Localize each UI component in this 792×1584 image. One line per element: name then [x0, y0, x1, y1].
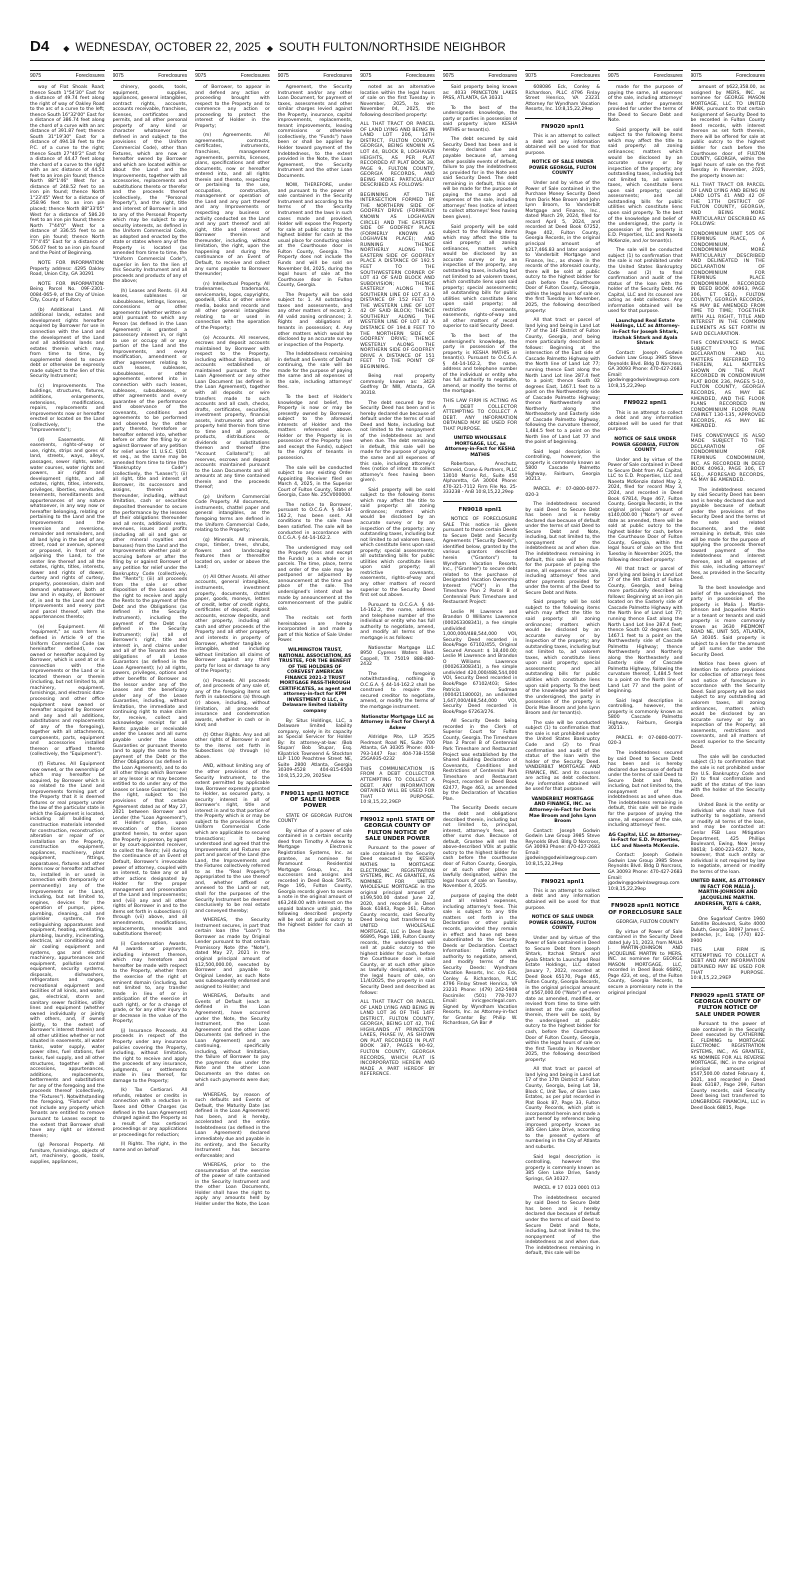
notice-column: [608, 70, 683, 1575]
notice-column: [278, 70, 353, 1575]
notice-column: [195, 70, 270, 1575]
notice-paragraph: All that tract or parcel of land lying and being in Land Lot 77 of the 14F District of Fulton County, Georgia, and being more particularly described as follows: Beginning at the intersection of the East side of Cascade Palmetto Highway with the North line of Land Lot 77; running thence East along the North Land Lot line 287.4 feet to a point; thence South 02 degrees East, 1467.1 feet to a point on the Northwesterly side of Cascade Palmetto Highway; thence Northwesterly and Northerly along the Northeasterly and Easterly side of Cascade Palmetto Highway, following the curvature thereof, 1,484.5 feet to a point on the North line of Land Lot 77 and the point of beginning.: [525, 318, 600, 446]
notice-paragraph: Contact: Joseph Godwin Godwin Law Group 3985 Steve Reynolds Blvd. Bldg D Norcross, GA 30093 Phone: 470-427-2683 Email: jgodwin@godwinlawgroup.com 10:8,15,22,29ep: [607, 350, 683, 389]
notice-paragraph: Said property will be sold subject to the following items which may affect the title to said property: all zoning ordinances; matters which would be disclosed by an accurate survey or by an inspection of the property; any outstanding taxes, including but not limited to ad valorem taxes, which constitute liens upon said property; special assessments; all outstanding bills for public utilities which constitute liens upon said property; all restrictive covenants, easements, rights-of-way and any other matters of record superior to the Security Deed first set out above.: [360, 487, 435, 599]
notice-paragraph: way of Flat Shoals Road; thence South 1°54'30" East for a distance of 49.74 feet along the right of way of Oakley Road to the arc of a curve to the left; thence South 16°32'00" East for a distance of 386.74 feet along the chord of a curve with an arc distance of 391.87 feet; thence South 31°19'30" East for a distance of 494.18 feet to the P.C. of a curve to the right; thence South 27°40'2" East for a distance of 44.47 feet along the chord of a curve to the right with an arc distance of 44.51 feet to an iron pin found; thence North 88°1'46" West for a distance of 248.52 feet to an iron pin found; thence North 1°23'45" West for a distance of 258.96 feet to an iron pin placed; thence North 88°33'05" West for a distance of 586.20 feet to an iron pin found; thence North 7°44'0" West for a distance of 336.55 feet to an iron pin found; thence North 77°4'45" East for a distance of 506.07 feet to an iron pin found and the Point of Beginning.: [30, 85, 105, 257]
notice-paragraph: To the best of the undersigneds knowledge, the party or parties in possession of said property is/are KESHA MATHIS or tenant(s).: [442, 105, 518, 133]
category-label: Foreclosures: [75, 73, 105, 79]
notice-paragraph: PARCEL #: 07-0800-0077-020-3: [525, 486, 600, 498]
legal-description: THIS CONVEYANCE IS ALSO MADE SUBJECT TO THE DECLARATION OF CONDOMINIUM FOR TERMINUS CONDOMINIUM, INC. AS RECORDED IN DEED BOOK 40963, PAGE 306, ET SEQ., AFORESAID RECORDS, AS MAY BE AMENDED.: [690, 433, 766, 484]
diamond-separator-icon: ◆: [63, 44, 70, 53]
legal-description: ALL THAT TRACT OR PARCEL OF LAND LYING AND BEING IN LAND LOT 36 OF THE 14FF DISTRICT, FULTON COUNTY, GEORGIA, BEING LOT 42, THE HIGHLANDS AT PRINCETON LAKES, PHASE IV, AS SHOWN ON PLAT RECORDED IN PLAT BOOK 387, PAGES 90-92, FULTON COUNTY, GEORGIA RECORDS, WHICH PLAT IS INCORPORATED HEREIN AND MADE A PART HEREOF BY REFERENCE.: [360, 1000, 435, 1078]
notice-paragraph: (r) All Other Assets. All other accounts, general intangibles, instruments, investment property, documents, chattel paper, goods, moneys, letters of credit, letter of credit rights, certificates of deposit, deposit accounts, escrow deposits, and other property, including all cash and other proceeds of the Property and all other property and interests in property of Borrower, whether tangible or intangible, and including without limitation all claims of Borrower against any third party for loss or damage to any of the Property;: [195, 574, 270, 675]
notice-paragraph: One Sugarloaf Centre 1960 Satellite Boulevard, Suite 4000 Duluth, Georgia 30097 James C. Joedecke, Jr., Esq. (770) 822-0900: [690, 916, 766, 944]
category-code: 9075: [277, 73, 289, 79]
notice-paragraph: The recitals set forth hereinabove are hereby incorporated in and made a part of this Notice of Sale Under Power.: [277, 616, 353, 644]
column-body: [360, 85, 435, 1078]
notice-column: [30, 70, 105, 1575]
notice-paragraph: WHEREAS, prior to the consummation of the exercise of the power of sale contained in the Security Instrument and the other Loan Documents, Holder shall have the right to apply any amounts held by Holder under the Note, the Loan: [195, 1163, 270, 1207]
category-label: Foreclosures: [571, 73, 600, 79]
column-body: [278, 85, 353, 934]
column-header: [278, 70, 353, 81]
notice-paragraph: By: Situs Holdings, LLC, a Delaware limited liability company, solely in its capacity as Special Servicer for Holder By: its attorney-at-law: /Bob Stupar/ Bob Stupar, Esq. Kilpatrick Townsend & Stockton LLP 1100 Peachtree Street NE, Suite 2800 Atlanta, Georgia 30309-4528 404-815-6500 10:8,15,22,29, 2025kw: [277, 718, 353, 779]
notice-heading: FN9028 spnl1 NOTICE OF FORECLOSURE SALE: [608, 903, 683, 916]
notice-paragraph: Pursuant to the power of sale contained in the Security Deed executed by KESHA MATHIS to MORTGAGE ELECTRONIC REGISTRATION SYSTEMS, INC. AS GRANTEE, AS NOMINEE FOR UNITED WHOLESALE MORTGAGE in the original principal amount of $199,500.00 dated June 22, 2020, and recorded in Deed Book 61843, Page 161, Fulton County records, said Security Deed being last transferred to UNITED WHOLESALE MORTGAGE, LLC in Deed Book 66895, Page 188, Fulton County records, the undersigned will sell at public outcry to the highest bidder for cash, before the Courthouse door in said County, or at such other place as lawfully designated, within the legal hours of sale, on 11/4/2025, the property in said Security Deed and described as follows:: [360, 846, 435, 996]
column-header: [360, 70, 435, 81]
notice-paragraph: Pursuant to O.C.G.A. § 44-14-162.2, the name, address and telephone number of the individual or entity who has full authority to negotiate, amend, and modify all terms of the mortgage is as follows:: [360, 602, 435, 641]
notice-paragraph: This is an attempt to collect a debt and any information obtained will be used for that purpose.: [525, 134, 600, 156]
notice-paragraph: Nationstar Mortgage LLC 8950 Cypress Waters Blvd. Coppell, TX 75019 888-480-2432: [360, 645, 435, 668]
notice-paragraph: Said property will be sold subject to the following items which may affect the title to said property: all zoning ordinances; matters which would be disclosed by an accurate survey or by inspection of the property; any outstanding taxes, including but not limited to, ad valorem taxes, which constitute liens upon said property; special assessments; and all outstanding bills for public utilities which constitute liens upon said property. To the best of the knowledge and belief of the undersigned, the party in possession of the property is E.D. Properties, LLC and Naeeta McKenzie, and /or tenant(s).: [607, 127, 683, 244]
notice-column: [525, 70, 600, 1575]
category-code: 9075: [112, 73, 124, 79]
column-header: [113, 70, 188, 81]
notice-divider: [608, 394, 683, 395]
notice-paragraph: Robertson, Anschutz, Schneid, Crane & Partners, PLLC 13010 Morris Rd., Suite 450 Alpharetta, GA 30004 Phone: 470-321-7112 Firm File No. 25-333238 - AnB 10:8,15,22,29ep: [442, 462, 518, 496]
page-masthead: [30, 38, 765, 61]
notice-paragraph: WHEREAS, Defaults and Events of Default (each as defined in the Loan Agreement), have occurred under the Note, the Security Instrument, the Loan Agreement and the other Loan Documents (as defined in the Loan Agreement) and are continuing, specifically including, without limitation, the failure of Borrower to pay the payments due under the Note and the other Loan Documents on the dates on which such payments were due; and: [195, 994, 270, 1089]
notice-signature: UNITED BANK, AS ATTORNEY IN FACT FOR MALIA J. MARTIN-JOHNSON AND JACQUELINE MARTIN. ANDERSEN, TATE & CARR, P.C.: [690, 879, 766, 913]
column-header: [443, 70, 518, 81]
notice-paragraph: To the best of the undersigned's knowledge, the party in possession of the property is KESHA MATHIS or tenant(s). Pursuant to O.C.G.A. § 44-14-162.2, the name, address and telephone number of the individual or entity who has full authority to negotiate, amend, or modify the terms of the mortgage.: [442, 333, 518, 395]
notice-column: [113, 70, 188, 1575]
legal-description: ALL THAT TRACT OR PARCEL OF LAND LYING AND BEING IN LAND LOT 206, 14TH DISTRICT, FULTON COUNTY, GEORGIA, BEING KNOWN AS LOT 44, BLOCK B, LOGHAVEN HEIGHTS, AS PER PLAT RECORDED AT PLAT BOOK 38, PAGE 9, FULTON COUNTY, GEORGIA RECORDS, AND BEING MORE PARTICULARLY DESCRIBED AS FOLLOWS:: [360, 122, 435, 189]
category-label: Foreclosures: [323, 73, 353, 79]
notice-paragraph: All that tract or parcel of land lying and being in Land Lot 27 of the 9th District of Fulton County, Georgia, and being more particularly described as follows: Beginning at an iron pin located on the Easterly side of Cascade Palmetto Highway with the North line of Land Lot 77; running thence East along the North Land Lot line 287.4 feet; thence South 02 degrees East, 1467.1 feet to a point on the Northwesterly side of Cascade Palmetto Highway; thence Northwesterly and Northerly along the Northeasterly and Easterly side of Cascade Palmetto Highway, following the curvature thereof, 1,484.5 feet to a point on the North line of Land Lot 77 and the point of beginning.: [607, 567, 683, 695]
notice-paragraph: The sale will be conducted subject (1) to confirmation that the sale is not prohibited under the U.S. Bankruptcy Code and (2) to final confirmation and audit of the status of the loan with the holder of the Security Deed.: [690, 754, 766, 799]
notice-heading: FN9029 spnl1 STATE OF GEORGIA COUNTY OF FULTON NOTICE OF SALE UNDER POWER: [690, 992, 766, 1018]
notice-paragraph: The debt secured by said Security Deed has been and is hereby declared due and payable because of, among other possible events of default, failure to pay the indebtedness as provided for in the Note and said Security Deed. The debt remaining in default, this sale will be made for the purpose of paying the same and all expenses of the sale, including attorneys' fees (notice of intent to collect attorneys' fees having been given).: [442, 137, 518, 221]
notice-heading: FN9012 spnl1 STATE OF GEORGIA COUNTY OF FULTON NOTICE OF SALE UNDER POWER: [360, 816, 435, 842]
notice-paragraph: All that tract or parcel of land lying and being in Land Lot 17 of the 17th District of Fulton County, Georgia, being Lot 18, Block C, Unit Two, of Glen Lake Estates, as per plat recorded in Plat Book 87, Page 33, Fulton County Records, which plat is incorporated herein and made a part hereof by reference; being improved property known as 385 Glen Lake Drive, according to the present system of numbering in the City of Atlanta and suburbs.: [525, 1067, 600, 1150]
notice-paragraph: The debt secured by the Security Deed has been and is hereby declared due because of default under the terms of said Deed and Note, including but not limited to the nonpayment of the indebtedness as and when due. The debt remaining in default, this sale will be made for the purpose of paying the same and all expenses of this sale, including attorney's fees (notice of intent to collect attorney's fees having been given).: [360, 400, 435, 484]
notice-paragraph: To the best of Holder's knowledge and belief, the Property is now or may be presently owned by Borrower, subject to the aforesaid interests of Holder and the matters referenced above. Holder or the Property is in possession of the Property (see and except the Funds), subject to the rights of tenants in possession.: [277, 394, 353, 461]
notice-signature: VANDERBILT MORTGAGE AND FINANCE, INC. as Attorney-in-Fact for Doris Mae Broom and John Lynn Broom: [529, 796, 597, 825]
notice-paragraph: All Security Deeds being recorded in the Clerk of Superior Court for Fulton County, Georgia. The Timeshare Plan 2 Parcel B of Centennial Park Timeshare and Restaurant Project was established by the Shared Building Declaration of Covenants, Conditions and Restrictions of Centennial Park Timeshare and Restaurant Project, recorded in Deed Book 62477, Page 463, as amended by the Declaration of Vacation Plan.: [442, 719, 518, 802]
notice-paragraph: purpose of paying the debt and all related expenses, including attorney's fees. This sale is subject to any title matters set forth in the Declaration or other public records, provided they remain in effect and have not been subordinated to the Security Deeds or Declaration. Contact Information: Entity with authority to negotiate, amend, and modify terms of the Security Deeds: Wyndham Vacation Resorts, Inc. c/o Eck, Conley & Richardson, PLLC 4796 Finlay Street Henrico, VA 23231 Phone: (479) 242-5908 Facsimile: (501) 778-7077 Email: inric@ecrlegal.com. Signed by Wyndham Vacation Resorts, Inc. as Attorney-in-fact for Grantor By: Philip W. Richardson, GA Bar #: [442, 893, 518, 1027]
notice-paragraph: (c) Improvements. The buildings, structures, fixtures, additions, enlargements, extensions, modifications, repairs, replacements and improvements now or hereafter erected or located on the Land (collectively, the "Improvements");: [30, 383, 105, 434]
section-title: SOUTH FULTON/NORTHSIDE NEIGHBOR: [279, 42, 506, 54]
notice-paragraph: NOTE FOR INFORMATION: Being Parcel No. 09F-2301-0084-065-9, of the City of Union City, County of Fulton;: [30, 281, 105, 304]
notice-heading: FN9011 spnl1 NOTICE OF SALE UNDER POWER: [280, 790, 350, 810]
category-label: Foreclosures: [405, 73, 435, 79]
notice-paragraph: Contact: Joseph Godwin Godwin Law Group 3985 Steve Reynolds Blvd. Bldg D Norcross, GA 30093 Phone: 470-427-2683 Email: jgodwin@godwinlawgroup.com 10:8,15,22,29ep: [607, 853, 683, 892]
column-header: [608, 70, 683, 81]
category-label: Foreclosures: [488, 73, 518, 79]
notice-paragraph: United Bank is the entity or individual who shall have full authority to negotiate, amend or modify all terms of the loan, and may be contacted at: Cenlar FSB Loss Mitigation Department, 425 Phillips Boulevard, Ewing, New Jersey 08618; 1-800-223-6527. Note, however, that such entity or individual is not required by law to negotiate, amend or modify the terms of the loan.: [690, 803, 766, 875]
legal-description: BEGINNING AT THE INTERSECTION FORMED BY THE NORTHERN SIDE OF GODFREY DRIVE (FORMERLY KNOWN AS LOGHAVEN CIRCLE) AND THE EASTERN SIDE OF GODFREY PLACE (FORMERLY KNOWN AS LOGHAVEN PLACE); AND RUNNING THENCE NORTHERLY ALONG THE EASTERN SIDE OF GODFREY PLACE A DISTANCE OF 192.5 FEET TO THE SOUTHWESTERN CORNER OF LOT 43 OF SAID BLOCK AND SUBDIVISION; THENCE EASTERLY ALONG THE SOUTHERN LINE OF LOT 43 A DISTANCE OF 152 FEET TO THE WESTERN LINE OF LOT 42 OF SAID BLOCK; THENCE SOUTHERLY ALONG THE WESTERN LINE OF LOT 42 A DISTANCE OF 194.8 FEET TO THE NORTHERN SIDE OF GODFREY DRIVE; THENCE WESTERLY ALONG THE NORTHERN SIDE OF GODFREY DRIVE A DISTANCE OF 151 FEET TO THE POINT OF BEGINNING.: [360, 192, 435, 370]
notice-column: [360, 70, 435, 1575]
column-header: [195, 70, 270, 81]
notice-paragraph: noted as an alternative location within the legal hours of sale on the first Tuesday in November, 2025, to wit: November 04, 2025, the following described property:: [360, 85, 435, 118]
notice-paragraph: By virtue of Power of Sale contained in the Security Deed dated July 11, 2023, from MALIA J. MARTIN-JOHNSON AND JACQUELINE MARTIN to MERS, INC. as nominee for GEORGE MASON MORTGAGE, LLC, recorded in Deed Book 66892, Page 423, et seq., of the Fulton County, Georgia Records, to secure a promissory note in the original principal: [607, 929, 683, 996]
column-body: [691, 85, 766, 1111]
notice-paragraph: Said property will be sold subject to the following items which may affect the title to said property: all zoning ordinances; matters which would be disclosed by an accurate survey or by inspection of the property; any outstanding taxes, including but not limited to, ad valorem taxes, which constitute liens upon said property; special assessments; and all outstanding bills for public utilities which constitute liens upon said property. To the best of the knowledge and belief of the undersigned, the party in possession of the property is Doris Mae Broom and John Lynn Broom and /or tenant(s).: [525, 600, 600, 717]
notice-paragraph: (e) Equipment. All "equipment," as such term is defined in Article 9 of the Uniform Commercial Code (as hereinafter defined), now owned or hereafter acquired by Borrower, which is used at or in connection with the Improvements or the Land or is located thereon or therein (including, but not limited to, all machinery, equipment, furnishings, and electronic data-processing and other office equipment now owned or hereafter acquired by Borrower and any and all additions, substitutions and replacements of any of the foregoing), together with all attachments, components, parts, equipment and accessories installed thereon or affixed thereto (collectively, the "Equipment").: [30, 624, 105, 758]
legal-description: THIS LAW FIRM IS ACTING AS A DEBT COLLECTOR ATTEMPTING TO COLLECT A DEBT. ANY INFORMATION OBTAINED MAY BE USED FOR THAT PURPOSE.: [442, 398, 518, 432]
notice-paragraph: Said legal description is controlling, however the property is commonly known as 385 Glen Lake Drive, Sandy Springs, GA 30327.: [525, 1154, 600, 1182]
notice-paragraph: NOW, THEREFORE, under and pursuant to the power of sale contained in the Security Instrument and according to the terms of the Security Instrument and the laws in such cases made and provided, Holder will expose the Property for sale at public outcry to the highest bidder for cash at the usual place for conducting sales at the Courthouse door in Fulton County, Georgia. The Property does not include the Funds and will be sold on November 04, 2025, during the legal hours of sale at the Courthouse door in Fulton County, Georgia.: [277, 183, 353, 289]
notice-signature: UNITED WHOLESALE MORTGAGE, LLC, as Attorney-in-Fact for KESHA MATHIS: [444, 436, 516, 458]
legal-description: ALL THAT TRACT OR PARCEL OF LAND LYING AND BEING IN LAND LOTS 41 AND 42 OF THE 17TH DISTRICT OF FULTON COUNTY, GEORGIA, AND BEING MORE PARTICULARLY DESCRIBED AS FOLLOWS:: [690, 183, 766, 228]
column-header: [30, 70, 105, 81]
notice-paragraph: The indebtedness secured by said Deed to Secure Debt has been and is hereby declared due because of default under the terms of said Deed to Secure Debt and Note, including, but not limited to, the nonpayment of the indebtedness as and when due. The indebtedness remaining in default, this sale will be made for the purpose of paying the same, all expenses of the sale, including attorneys' fees and other payments provided for under the terms of the Deed to Secure Debt and Note.: [525, 502, 600, 596]
category-code: 9075: [690, 73, 702, 79]
notice-paragraph: The Property will be sold subject to: 1. All outstanding taxes and assessments, and any other matters of record; 2. All valid zoning ordinances; 3. Rights and obligations of tenants in possession; 4. Any other matters which would be disclosed by an accurate survey or inspection of the Property.: [277, 292, 353, 348]
legal-description: THIS COMMUNICATION IS FROM A DEBT COLLECTOR ATTEMPTING TO COLLECT A DEBT. ANY INFORMATION OBTAINED WILL BE USED FOR THAT PURPOSE. 10:8,15,22,29EP: [360, 766, 435, 806]
notice-divider: [525, 118, 600, 119]
notice-paragraph: NOTICE OF FORECLOSURE SALE This notice is given pursuant to those certain Deeds to Secure Debt and Security Agreements ("Security Deeds"), identified below, granted by the various grantors described herein ("Grantors") to Wyndham Vacation Resorts, Inc., ("Grantee") to secure debt related to the purchase of Designated Vacation Ownership Interest ("VOI") in the Timeshare Plan 2 Parcel B of Centennial Park Timeshare and Restaurant Project:: [442, 517, 518, 606]
notice-paragraph: (i) Condemnation Awards. All awards or payments, including interest thereon, which may heretofore and hereafter be made with respect to the Property, whether from the exercise of the right of eminent domain (including, but not limited to, any transfer made in lieu of or in anticipation of the exercise of such right), or for a change of grade, or for any other injury to or decrease in the value of the Property;: [112, 941, 188, 1025]
notice-paragraph: (n) Intellectual Property. All tradenames, trademarks, servicemarks, logos, copyrights, goodwill, URLs or other online media, books and records and all other general intangibles relating to or used in connection with the operation of the Property;: [195, 281, 270, 331]
notice-paragraph: (h) Leases and Rents. (i) All leases, subleases or subsubleases, lettings, licenses, concessions or other agreements (whether written or oral) pursuant to which any Person (as defined in the Loan Agreement) is granted a possessory interest in, or right to use or occupy all or any portion of the Land and the Improvements, and every modification, amendment or other agreement relating to such leases, subleases, subsubleases, or other agreements entered into in connection with such leases, subleases, subsubleases, or other agreements and every guarantee of the performance and observance of the covenants, conditions and agreements to be performed and observed by the other party thereto, heretofore or hereafter entered into, whether before or after the filing by or against Borrower of any petition for relief under 11 U.S.C. §101 et seq., as the same may be amended from time to time (the "Bankruptcy Code") (collectively, the "Leases"); (ii) all right, title and interest of Borrower, its successors and assigns, therein and thereunder, including, without limitation, cash or securities deposited thereunder to secure the performance by the lessees of their obligations thereunder and all rents, additional rents, revenues, issues and profits (including all oil and gas or other mineral royalties and bonuses) from the Land and the Improvements whether paid or accruing before or after the filing by or against Borrower of any petition for relief under the Bankruptcy Code (collectively, the "Rents"); (iii) all proceeds from the sale or other disposition of the Leases and the right to receive and apply the Rents to the payment of the Debt and the Obligations (as defined in the Security Instrument), including the payment of the Debt (as defined in the Security Instrument); (iv) all of Borrower's right, title and interest in, and claims under and all of the Tenants and the obligations of all Lease Guarantors (as defined in the Loan Agreement); (v) all rights, powers, privileges, options and other benefits of Borrower as the lessor under any of the Leases and the beneficiary under any of the Lease Guaranties, including, without limitation, the immediate and continuing right to make claim for, receive, collect and acknowledge receipt for all Rents payable or receivable under the Leases and all sums payable under the Lease Guaranties or pursuant thereto (and to apply the same to the payment of the Debt or the Other Obligations (as defined in the Loan Agreement), and to do all other things which Borrower or any lessor is or may become entitled to do under any of the Leases or Lease Guaranties; (vi) the right, subject to the provisions of that certain Agreement dated as of May 27, 2021 between Borrower and Lender (the "Loan Agreement"), at Holder's option, upon revocation of the license granted herein, to enter upon the Property in person, by agent or by court-appointed receiver, to collect the Rents; (vii) during the continuance of an Event of Default, Borrower's irrevocable power of attorney, coupled with an interest, to take any or all other actions designated by Holder for the proper management and preservation of the Land and Improvements; and (viii) any and all other rights of Borrower in and to the items set forth in subsections (i) through (vii) above, and all amendments, modifications, replacements, renewals and substitutions thereof;: [112, 288, 188, 938]
notice-paragraph: Agreement, the Security Instrument and/or any other Loan Document, for payment of taxes, assessments and other similar charges levied against the Property, insurance, capital improvements, replacements, tenant improvements, leasing commissions or otherwise (collectively, the "Funds") have been or shall be applied by Holder toward payment of the Indebtedness, to the extent provided in the Note, the Loan Agreement, the Security Instrument and the other Loan Documents.: [277, 85, 353, 179]
category-code: 9075: [607, 73, 620, 79]
notice-paragraph: The Security Deeds secure the debt and obligations described therein, including but not limited to, principal, interest, attorney's fees, and other sums due. Because of default, Grantee will sell the above-described VOIs at public outcry to the highest bidder for cash before the courthouse door of Fulton County, Georgia, or at such other place as lawfully designated, within the legal hours of sale on Tuesday, November 4, 2025.: [442, 806, 518, 890]
classified-columns: [30, 70, 765, 1575]
notice-column: [443, 70, 518, 1575]
column-body: [30, 85, 105, 1165]
notice-paragraph: (j) Insurance Proceeds. All proceeds in respect of the Property under any insurance policies covering the Property, including, without limitation, the right to receive and apply the proceeds of any insurance, judgments, or settlements made in lieu thereof, for damage to the Property;: [112, 1028, 188, 1084]
notice-paragraph: of Borrower, to appear in and defend any action or proceeding brought with respect to the Property and to commence any action or proceeding to protect the interest of Holder in the Property;: [195, 85, 270, 129]
page-number: D4: [30, 38, 50, 55]
notice-paragraph: (k) Tax Certiorari. All refunds, rebates or credits in connection with a reduction in Taxes and Other Charges (as defined in the Loan Agreement) charged against the Property as a result of tax certiorari proceedings or any applications or proceedings for reduction;: [112, 1088, 188, 1138]
notice-paragraph: amount of $622,358.00, as assigned by MERS, INC. as nominee for GEORGE MASON MORTGAGE, LLC TO UNITED BANK, pursuant to that certain Assignment of Security Deed to be recorded in Fulton County deed records, with interest thereon as set forth therein, there will be offered for sale at public outcry to the highest bidder for cash before the Courthouse door of FULTON COUNTY, GEORGIA, within the legal hours of sale on the first Tuesday in November, 2025, the property known as:: [690, 85, 766, 179]
notice-paragraph: This is an attempt to collect a debt and any information obtained will be used for that purpose.: [607, 410, 683, 433]
notice-paragraph: Pursuant to the power of sale contained in the Security Deed executed by CATHERINE E. FLEMING to MORTGAGE ELECTRONIC REGISTRATION SYSTEMS, INC., AS GRANTEE, AS NOMINEE FOR ALL REVERSE MORTGAGE, INC. in the original principal amount of $547,500.00 dated February 4, 2021, and recorded in Deed Book 63187, Page 299, Fulton County records, said Security Deed being last transferred to LONGBRIDGE FINANCIAL, LLC in Deed Book 68815, Page: [690, 1022, 766, 1111]
notice-signature: AG Capital, LLC as Attorney-in-Fact for E.D. Properties, LLC and Naeeta McKenzie.: [608, 832, 682, 849]
column-body: [608, 85, 683, 996]
legal-description: THIS LAW FIRM IS ATTEMPTING TO COLLECT A DEBT AND ANY INFORMATION OBTAINED MAY BE USED FOR THAT PURPOSE. 10:8,15,22,29EP: [690, 948, 766, 982]
diamond-separator-icon: ◆: [266, 44, 273, 53]
notice-paragraph: The Indebtedness remaining in default and Events of Default continuing, the sale will be made for the purpose of paying the same and all expenses of the sale, including attorneys' fees.: [277, 352, 353, 391]
notice-divider: [608, 897, 683, 898]
notice-paragraph: The sale will be conducted subject (1) to confirmation that the sale is not prohibited under the United States Bankruptcy Code and (2) to final confirmation and audit of the status of the loan with the holder of the Security Debt. AG Capital, LLC and its counsel are acting as debt collectors. Any information obtained will be used for that purpose.: [607, 248, 683, 315]
notice-signature: Nationstar Mortgage LLC as Attorney in Fact for Cheryl A Askew: [360, 714, 435, 731]
notice-paragraph: (g) Personal Property. All furniture, furnishings, objects of art, machinery, goods, tools, supplies, appliances,: [30, 1143, 105, 1165]
notice-heading: FN9021 spnl1: [541, 878, 585, 885]
notice-paragraph: Leslie M Lawrence and Brandon O Williams Lawrence (000263308341), a fee simple undivided 1,000,000/488,544,000 VOI, Security Deed recorded in Book/Page 67102/455, Original Secured Amount: $ 18,400.00; Leslie M Lawrence and Brandon O Williams Lawrence (000263308341), a fee simple undivided 420,000/488,544,000 VOI, Security Deed recorded in Book/Page 67102/403; Sides Patricia Sudman (000421180002), an undivided 1,647,000/488,544,000 VOI, Security Deed recorded in Book/Page 67263/276.: [442, 609, 518, 715]
notice-heading: FN9018 spnl1: [458, 506, 502, 513]
notice-paragraph: (s) Proceeds. All proceeds of, and proceeds of any sale of, any of the foregoing items set forth in subsections (a) through (r) above, including, without limitation, all proceeds of insurance and condemnation awards, whether in cash or in kind; and: [195, 678, 270, 729]
column-body: [525, 85, 600, 1257]
notice-paragraph: Said legal description is controlling, however, the property is commonly known as 5800 Cascade Palmetto Highway, Fairburn, Georgia 30213.: [607, 698, 683, 732]
column-body: [443, 85, 518, 1027]
category-code: 9075: [360, 73, 372, 79]
publication-date: WEDNESDAY, OCTOBER 22, 2025: [75, 42, 261, 54]
notice-column: [691, 70, 766, 1575]
notice-paragraph: (b) Additional Land. All additional lands, estates and development rights hereafter acquired by Borrower for use in connection with the Land and the development of the Land and all additional lands and estates therein which may, from time to time, by supplemental deed to secure debt or otherwise be expressly made subject to the lien of this Security Instrument;: [30, 307, 105, 380]
column-header: [691, 70, 766, 81]
notice-paragraph: chinery, goods, tools, equipment, supplies, appliances, general intangibles, contract rights, accounts, accounts receivable, franchises, licenses, certificates and permits, and all other personal property of any kind or character whatsoever (as defined in and subject to the provisions of the Uniform Commercial Code), other than Fixtures, which are now or hereafter owned by Borrower and which are located within or about the Land and the Improvements, together with all accessories, replacements and substitutions thereto or therefor and the proceeds thereof (collectively, the "Personal Property"), and the right, title and interest of Borrower in and to any of the Personal Property which may be subject to any security interests, as defined in the Uniform Commercial Code, as adopted and enacted by the state or states where any of the Property is located (as amended from time to time, the "Uniform Commercial Code"), superior in lien to the lien of this Security Instrument and all proceeds and products of any of the above;: [112, 85, 188, 285]
legal-description: CONDOMINIUM UNIT 505 OF TERMINUS PLACE, A CONDOMINIUM, A CONDOMINIUM MORE PARTICULARLY DESCRIBED AND DELINEATED IN THE DECLARATION OF CONDOMINIUM FOR TERMINUS PLACE CONDOMINIUM, RECORDED IN DEED BOOK 40963, PAGE 306, ET SEQ., FULTON COUNTY, GEORGIA RECORDS, AS MAY BE AMENDED FROM TIME TO TIME; TOGETHER WITH ALL RIGHT, TITLE AND INTEREST IN THE COMMON ELEMENTS AS SET FORTH IN SAID DECLARATION.: [690, 231, 766, 337]
notice-divider: [691, 987, 766, 988]
notice-paragraph: GEORGIA, FULTON COUNTY: [615, 919, 679, 925]
notice-paragraph: Said property will be sold subject to the following items which may affect the title to said property: all zoning ordinances, matters which would be disclosed by an accurate survey or by an inspection of the property, any outstanding taxes, including but not limited to ad valorem taxes, which constitute liens upon said property; special assessments; all outstanding bills for public utilities which constitute liens upon said property; all restrictive covenants, easements, rights-of-way and all other matters of record superior to said Security Deed.: [442, 224, 518, 330]
notice-paragraph: (l) Rights. The right, in the name and on behalf: [112, 1142, 188, 1153]
notice-paragraph: The indebtedness secured by said Security Deed has been and is hereby declared due and payable because of default under the provisions of the Security Deed and the terms of the note and related documents, and the debt remaining in default, this sale will be made for the purpose of applying the proceeds thereof toward payment of the indebtedness and interest thereon, and all expenses of this sale, including attorneys' fees, as provided in the Security Deed.: [690, 487, 766, 582]
column-body: [195, 85, 270, 1208]
category-label: Foreclosures: [240, 73, 270, 79]
notice-heading: FN9022 spnl1: [623, 400, 667, 407]
column-header: [525, 70, 600, 81]
column-body: [113, 85, 188, 1153]
notice-paragraph: Under and by virtue of the Power of Sale contained in Deed to Secure Debt from AG Capital, LLC to E.D. Properties, LLC and Naeeta McKenzie dated May 2, 2024, filed for record May 3, 2024, and recorded in Deed Book 67814, Page 467, Fulton County, Georgia Records, in the original principal amount of $140,000.00 ("Note") of even date as amended, there will be sold at public outcry to the highest bidder for cash, before the Courthouse Door of Fulton County, Georgia, within the legal hours of sale on the first Tuesday in November 2025, the following described property:: [607, 457, 683, 563]
notice-paragraph: Being real property commonly known as: 3423 Godfrey Dr NW, Atlanta, GA 30318.: [360, 374, 435, 396]
notice-paragraph: AND, without limiting any of the other provisions of the Security Instrument, to the extent permitted by applicable law, Borrower expressly granted to Holder, as secured party, a security interest in all of Borrower's right, title and interest in and to that portion of the Property which is or may be subject to the provisions of the Uniform Commercial Code which are applicable to secured transactions; it being understood and agreed that the Improvements and Fixtures are part and parcel of the Land (the Land, the Improvements and the Fixtures collectively referred to as the "Real Property") appropriated to the use thereof and, whether affixed or annexed to the Land or not, shall for the purposes of the Security Instrument be deemed conclusively to be real estate and conveyed thereby;: [195, 764, 270, 914]
notice-signature: NOTICE OF SALE UNDER POWER GEORGIA, FULTON COUNTY: [611, 437, 679, 454]
category-label: Foreclosures: [158, 73, 188, 79]
notice-paragraph: made for the purpose of paying the same, all expenses of the sale, including attorneys' fees and other payments provided for under the terms of the Deed to Secure Debt and Note.: [607, 85, 683, 124]
notice-paragraph: Notice has been given of intention to enforce provisions for collection of attorneys fees and notice of foreclosure in accordance with the Security Deed. Said property will be sold subject to any outstanding ad valorem taxes, all zoning ordinances, matters which would be disclosed by an accurate survey or by an inspection of the Property; all easements, restrictions and covenants, and all matters of record superior to the Security Deed.: [690, 662, 766, 751]
notice-paragraph: By virtue of a power of sale contained in a certain security deed from Timothy A Askew to Mortgage Electronic Registration Systems, Inc. as grantee, as nominee for Paramount Residential Mortgage Group, Inc., its successors and assigns and recorded in Deed Book 59475, Page 195, Fulton County, Georgia records given to secure a note in the original amount of $63,248.00 with interest on the unpaid balance until paid, the following described property will be sold at public outcry to the highest bidder for cash at the: [277, 828, 353, 934]
notice-paragraph: 608086 Eck, Conley & Richardson, PLLC 4796 Finlay Street Henrico, VA 23231 Attorney for Wyndham Vacation Resorts, Inc. 10:8,15,22,29ep: [525, 85, 600, 113]
notice-signature: NOTICE OF SALE UNDER POWER GEORGIA, FULTON COUNTY: [528, 160, 597, 177]
notice-heading: FN9020 spnl1: [541, 123, 585, 130]
notice-paragraph: The sale will be conducted subject (1) to confirmation that the sale is not prohibited under the United States Bankruptcy Code and (2) to final confirmation and audit of the status of the loan with the holder of the Security Deed. VANDERBILT MORTGAGE AND FINANCE, INC. and its counsel are acting as debt collectors. Any information obtained will be used for that purpose.: [525, 720, 600, 793]
notice-paragraph: (m) Agreements. All agreements, contracts, certificates, instruments, franchises, management agreements, permits, licenses, plans, specifications and other documents, now or hereafter entered into, and all rights therein and thereto, respecting or pertaining to the use, occupation, construction, management or operation of the Land and any part thereof and any Improvements or respecting any business or activity conducted on the Land and any part thereof and all right, title and interest of Borrower therein and thereunder, including, without limitation, the right, upon the happening and during the continuance of an Event of Default, to receive and collect any sums payable to Borrower thereunder;: [195, 133, 270, 278]
notice-signature: WILMINGTON TRUST, NATIONAL ASSOCIATION, AS TRUSTEE, FOR THE BENEFIT OF THE HOLDERS OF COREVEST AMERICAN FINANCE 2021-2 TRUST MORTGAGE PASS-THROUGH CERTIFICATES, as agent and attorney-in-fact for KPM INVESTMENT O LLC, a Delaware limited liability company: [278, 647, 352, 714]
notice-paragraph: NOTE FOR INFORMATION: Property address: 4295 Oakley Road, Union City, GA 30291: [30, 260, 105, 278]
notice-paragraph: Under and by virtue of the Power of Sale contained in Deed to Secure Debt from Joseph Shtark, Itzchak Shtark and Ayala Shtark to Launchpad Real Estate Holdings, LLC dated January 7, 2022, recorded at Deed Book 65170, Page 465, Fulton County, Georgia Records, in the original principal amount of $567,000.00 ("Note") of even date as amended, modified, or revised from time to time with interest at the rate specified therein, there will be sold, by the undersigned at public outcry to the highest bidder for cash, before the Courthouse Door of Fulton County, Georgia, within the legal hours of sale on the first Tuesday in November 2025, the following described property:: [525, 935, 600, 1063]
notice-paragraph: Under and by virtue of the Power of Sale contained in the Purchase Money Security Deed from Doris Mae Broom and John Lynn Broom, to Vanderbilt Mortgage and Finance, Inc., dated March 29, 2024, filed for record April 5, 2024, and recorded at Deed Book 67252, Page 402, Fulton County, Georgia Records, in the original principal amount of $217,466.83 and later assigned to Vanderbilt Mortgage and Finance, Inc., as shown in the records of the aforesaid county, there will be sold at public outcry to the highest bidder for cash before the Courthouse Door of Fulton County, Georgia, within the legal hours of sale on the first Tuesday in November, 2025, the following described property:: [525, 180, 600, 314]
notice-paragraph: PARCEL #: 07-0800-0077-020-3: [607, 735, 683, 747]
notice-signature: NOTICE OF SALE UNDER POWER GEORGIA, FULTON COUNTY: [528, 915, 597, 932]
category-code: 9075: [195, 73, 207, 79]
category-code: 9075: [442, 73, 454, 79]
notice-paragraph: Said legal description is controlling, however, the property is commonly known as 5800 Cascade Palmetto Highway, Fairburn, Georgia 30213.: [525, 449, 600, 483]
notice-paragraph: This is an attempt to collect a debt and any information obtained will be used for that purpose.: [525, 888, 600, 911]
notice-paragraph: The undersigned may sell the Property (less and except the Funds) as a whole or in parcels. The time, place, terms and order of the sale may be postponed or adjourned by announcement at the time and place of the sale. The undersigned's intent shall be made by announcement at the commencement of the public sale.: [277, 545, 353, 612]
category-label: Foreclosures: [653, 73, 683, 79]
notice-paragraph: The indebtedness secured by said Deed to Secure Debt has been and is hereby declared due because of default under the terms of said Deed to Secure Debt and Note, including, but not limited to, the nonpayment of the indebtedness as and when due. The indebtedness remaining in default, this sale will be made for the purpose of paying the same, all expenses of the sale, including attorneys' fees.: [607, 751, 683, 829]
notice-paragraph: The notice to Borrower, pursuant to O.C.G.A. § 44-14-162.2, has been sent. All conditions to the sale have been satisfied. The sale will be conducted in accordance with O.C.G.A. § 44-14-162.2.: [277, 502, 353, 542]
notice-paragraph: (q) Minerals. All minerals, crops, timber, trees, shrubs, flowers and landscaping features then or thereafter located on, under or above the Land;: [195, 537, 270, 571]
notice-divider: [278, 785, 353, 786]
notice-paragraph: (p) Uniform Commercial Code Property. All documents, instruments, chattel paper and general intangibles, as the foregoing terms are defined in the Uniform Commercial Code, relating to the Property;: [195, 494, 270, 534]
notice-paragraph: The sale will be conducted subject to any existing Order Appointing Receiver filed on March 4, 2025, in the Superior Court of Fulton County, State of Georgia, Case No. 25CV000000.: [277, 465, 353, 499]
notice-paragraph: The foregoing notwithstanding, nothing in O.C.G.A. § 44-14-162.2 shall be construed to require the secured creditor to negotiate, amend, or modify the terms of the mortgage instrument.: [360, 671, 435, 710]
notice-paragraph: (f) Fixtures. All Equipment now owned, or the ownership of which may hereafter be acquired, by Borrower which is so related to the Land and Improvements forming part of the Property that it is deemed fixtures or real property under the law of the particular state in which the Equipment is located, including all building or construction materials intended for construction, reconstruction, alteration or repair of or installation on the Property, construction equipment, appliances, machinery, plant equipment, fittings, apparatuses, fixtures and other items now or hereafter attached to, installed in or used in connection with (temporarily or permanently) any of the Improvements or the Land, including, but not limited to, engines, devices for the operation of pumps, pipes, plumbing, cleaning, call and sprinkler systems, fire extinguishing apparatuses and equipment, heating, ventilating, plumbing, laundry, incinerating, electrical, air conditioning and air cooling equipment and systems, gas and electric machinery, appurtenances and equipment, pollution control equipment, security systems, disposals, dishwashers, refrigerators and ranges, recreational equipment and facilities of all kinds, and water, gas, electrical, storm and sanitary sewer facilities, utility lines and equipment (whether owned individually or jointly with others, and, if owned jointly, to the extent of Borrower's interest therein) and all other utilities whether or not situated in easements, all water tanks, water supply, water power sites, fuel stations, fuel tanks, fuel supply, and all other structures, together with all accessions, appurtenances, additions, replacements, betterments and substitutions for any of the foregoing and the proceeds thereof (collectively, the "Fixtures"). Notwithstanding the foregoing, "Fixtures" shall not include any property which Tenants are entitled to remove pursuant to Leases except to the extent that Borrower shall have any right or interest therein;: [30, 761, 105, 1139]
category-code: 9075: [30, 73, 42, 79]
notice-divider: [360, 811, 435, 812]
notice-paragraph: (o) Accounts. All reserves, escrows and deposit accounts maintained by Borrower with respect to the Property, including without limitation, all accounts established or maintained pursuant to the Loan Agreement or any other Loan Document (as defined in the Loan Agreement), together with all deposits or wire transfers made to such accounts and all cash, checks, drafts, certificates, securities, investment property, financial assets, instruments and other property held therein from time to time and all proceeds, products, distributions or dividends or substitutions thereon and thereof (the "Account Collateral"); all reserves, escrows and deposit accounts maintained pursuant to the Loan Documents and all amounts at any time contained therein and the proceeds thereof;: [195, 335, 270, 491]
legal-description: THIS CONVEYANCE IS MADE SUBJECT TO THE DECLARATION AND ALL MATTERS REFERRED TO THEREIN, ALL MATTERS SHOWN ON THE PLAT RECORDED IN CONDOMINIUM PLAT BOOK 236, PAGES 5-10, FULTON COUNTY, GEORGIA RECORDS, AS MAY BE AMENDED, AND THE FLOOR PLANS RECORDED IN CONDOMINIUM FLOOR PLAN CABINET 130-135, APPROVED RECORDS, AS MAY BE AMENDED.: [690, 341, 766, 430]
notice-paragraph: The indebtedness secured by said Deed to Secure Debt has been and is hereby declared due because of default under the terms of said Deed to Secure Debt and Note, including, but not limited to, the nonpayment of the indebtedness as and when due. The indebtedness remaining in default, this sale will be: [525, 1195, 600, 1257]
notice-paragraph: Aldridge Pite, LLP 3525 Piedmont Road NE, Suite 700 Atlanta, GA 30305 Phone: 404-793-1447 Fax: 404-738-1558 25GA935-0232: [360, 735, 435, 763]
notice-paragraph: WHEREAS, the Security Instrument secures, in part that certain loan (the "Loan") to Borrower as made by Original Lender pursuant to that certain Promissory Note (the "Note"), dated May 27, 2021 in the original principal amount of $12,500,000.00, executed by Borrower and payable to Original Lender, as such Note was subsequently endorsed and assigned to Holder; and: [195, 918, 270, 990]
notice-paragraph: PARCEL # 17 0123 0001 013: [533, 1186, 600, 1192]
notice-paragraph: STATE OF GEORGIA FULTON COUNTY: [277, 813, 353, 825]
notice-paragraph: Contact: Joseph Godwin Godwin Law Group 3985 Steve Reynolds Blvd. Bldg D Norcross, GA 30093 Phone: 470-427-2683 Email: jgodwin@godwinlawgroup.com 10:8,15,22,29ep: [525, 828, 600, 867]
notice-paragraph: To the best knowledge and belief of the undersigned, the party in possession of the property is Malia J. Martin-Johnson and Jacqueline Martin or a tenant or tenants and said property is more commonly known as 3630 PIEDMONT ROAD NE, UNIT 505, ATLANTA, GA 30305. Said property is subject to a lien for the amount of all sums due under the Security Deed.: [690, 586, 766, 658]
category-code: 9075: [525, 73, 537, 79]
notice-paragraph: (d) Easements. All easements, rights-of-way or use, rights, strips and gores of land, streets, ways, alleys, passages, sewer rights, water, water courses, water rights and powers, air rights and development rights, and all estates, rights, titles, interests, privileges, liberties, servitudes, tenements, hereditaments and appurtenances of any nature whatsoever, in any way now or hereafter belonging, relating or pertaining to the Land and the Improvements and the reversion and reversions, remainder and remainders, and all land lying in the bed of any street, road or avenue, opened or proposed, in front of or adjoining the Land, to the center line thereof and all the estates, rights, titles, interests, dower and rights of dower, curtesy and rights of curtesy, property, possession, claim and demand whatsoever, both at law and in equity, of Borrower of, in and to the Land and the Improvements and every part and parcel thereof, with the appurtenances thereto;: [30, 437, 105, 621]
category-label: Foreclosures: [736, 73, 766, 79]
notice-paragraph: WHEREAS, by reason of such defaults and Events of Default, the Maturity Date (as defined in the Loan Agreement) has been, and is hereby, accelerated and the entire Indebtedness (as defined in the Loan Agreement) declared immediately due and payable in its entirety, and the Security Instrument has become enforceable; and: [195, 1092, 270, 1159]
notice-paragraph: (t) Other Rights. Any and all other rights of Borrower in and to the items set forth in Subsections (a) through (s) above.: [195, 732, 270, 760]
notice-divider: [525, 873, 600, 874]
notice-signature: Launchpad Real Estate Holdings, LLC as Attorney-in-Fact for Joseph Shtark, Itzchak Shtark and Ayala Shtark: [610, 318, 680, 347]
notice-divider: [443, 501, 518, 502]
notice-paragraph: Said property being known as: 4033 PRINCETON LAKES PASS, ATLANTA, GA 30331: [442, 85, 518, 102]
